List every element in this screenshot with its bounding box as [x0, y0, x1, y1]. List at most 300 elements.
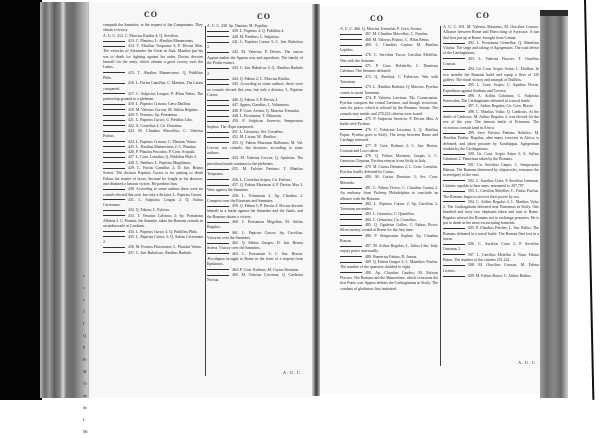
chronology-entry: [103, 235, 203, 246]
entry-text: Q. Fabius 5; P. Decius 4. Decius devotes himself in a battle against the Samnites and the Gauls, and the Romans obtain a victory.: [207, 204, 303, 219]
chronology-entry: [207, 40, 303, 51]
ditto-rule: [207, 243, 229, 244]
entry-text: L. Æmilius Barbula; Q. Marcius. Pyrrhus comes to assist Tarentum.: [340, 85, 438, 95]
entry-text: C. Atilius Regulus 2; L. Manlius Vulso 2. The Carthaginians defeated near Panormus in Sicily. One hundred and forty two elephants taken and sent to Rome. Regulus advises the Romans not to exchange prisoners. He is put to death in the most excruciating torments.: [443, 199, 539, 225]
entry-text: L. Corn. Scipio; C. Aquilius Florus. Expedition against Sardinia and Corsica.: [443, 83, 539, 93]
entry-year: 484.: [365, 217, 373, 222]
entry-year: 428.: [128, 160, 136, 165]
entry-year: 483.: [365, 212, 373, 217]
entry-text: M. Valerius Potitus; C. Ælius Pætus.: [372, 37, 430, 42]
entry-text: Appius Claudius; L. Volumnius.: [239, 103, 290, 108]
entry-year: 453.: [232, 140, 241, 145]
ditto-rule: [207, 110, 229, 111]
entry-year: 415.: [128, 70, 138, 75]
ditto-rule: [207, 100, 229, 101]
ditto-rule: [103, 247, 125, 248]
ditto-rule: [443, 254, 465, 255]
entry-year: 458.: [232, 193, 242, 198]
entry-text: P. Corn. Rufinus 2; C. Jun. Brutus. Crotona and Locri taken.: [340, 143, 438, 153]
entry-text: L. Papirius Cursor 2; Sp. Carvilius 2. Tarentum surrenders.: [340, 201, 438, 212]
entry-text: P. Claudius Pulcher; L. Jun. Pullus. The Romans defeated in a naval battle. The Roman fleet lost in a storm.: [443, 226, 539, 241]
entry-year: 506.: [468, 242, 479, 247]
chronology-entry: [207, 119, 303, 130]
chronology-entry: [443, 94, 539, 105]
dark-background-left: [0, 0, 42, 400]
entry-text: L. Papirius Cursor; Sp. Carvilius. Victories over the Samnites.: [207, 230, 303, 240]
chronology-entry: [207, 252, 303, 268]
entry-text: C. Claudius Canina; M. Æmilius Lepidus.: [340, 42, 438, 53]
chronology-entry: [340, 117, 438, 128]
entry-year: 474.: [365, 95, 374, 100]
entry-year: 424.: [128, 139, 136, 144]
entry-text: C. Pætilius; L. Papirius Mugillanus.: [135, 160, 192, 165]
entry-text: A. Atilius Calatinus; C. Sulpicius Paterculus. The Carthaginians defeated in a naval battle.: [443, 93, 539, 104]
entry-text: Q. Fabius; L. Fulvius.: [135, 208, 170, 213]
ditto-rule: [207, 42, 229, 43]
chronology-entry: [340, 85, 438, 96]
ditto-rule: [443, 201, 465, 202]
chronology-entry: [443, 274, 539, 279]
chronology-entry: [340, 223, 438, 234]
ditto-rule: [103, 231, 125, 232]
ditto-rule: [207, 116, 229, 117]
entry-year: 464.: [232, 267, 240, 272]
entry-year: 495.: [468, 83, 478, 88]
ditto-rule: [340, 235, 362, 236]
entry-text: Q. Fabius 2; C. Marcius Rutilus.: [239, 76, 291, 81]
chronology-entry: [340, 165, 438, 176]
entry-year: 480.: [365, 175, 376, 180]
ditto-rule: [207, 275, 229, 276]
entry-year: 478.: [365, 154, 376, 159]
entry-year: 469.: [365, 42, 376, 47]
chronology-entry: [443, 57, 539, 68]
chronology-entry: [103, 251, 203, 256]
chronology-entry: [443, 131, 539, 152]
margin-letter: Q: [83, 333, 86, 338]
entry-text: T. Veturius Calvinus 2; Sp. Postumius Albinus 2. C. Pontius, the Samnite, takes the Romans consuls in an ambuscade at Caudium.: [103, 213, 203, 229]
entry-text: Q. Fabius Gurges; D. Jun. Brutus Scæva. Victory over the Samnites.: [207, 241, 303, 251]
chronology-entry: [340, 128, 438, 144]
chronology-entry: [340, 271, 438, 292]
ditto-rule: [340, 156, 362, 157]
entry-text: T. Manlius Torquatus 3; P. Decius Mus. The victories of Alexander the Great in Asia. Manlius put his son to death for fighting against his order. Decius devotes himself for the army, which obtains a great victory over the Latins.: [103, 44, 203, 70]
ditto-rule: [103, 168, 125, 169]
entry-year: 446.: [232, 98, 240, 103]
chronology-entry: [103, 92, 203, 103]
entry-text: P. Corn. Rufinus; M. Curius Dentatus.: [239, 267, 300, 272]
ditto-rule: [340, 129, 362, 130]
ditto-rule: [340, 45, 362, 46]
ditto-rule: [443, 43, 465, 44]
entry-year: 426.: [128, 150, 136, 155]
entry-text: L. Cæcilius Metellus; C. Furius Pacilus. The Romans begin to recover their power by sea.: [443, 189, 539, 199]
entry-text: L. Papirius Crassus; C. Plautius Venno.: [135, 139, 197, 144]
entry-text: L. Volumnius 2; Ap. Claudius 2. Conquest over the Etrurians and Samnites.: [207, 193, 303, 203]
entry-year: 490.: [365, 270, 376, 275]
right-page-stack-edge: [540, 10, 568, 398]
entry-text: P. Sulpicius Saverrio; Sempronius Sophus. The Æqui conquered.: [207, 119, 303, 129]
entry-year: 485.: [365, 222, 374, 227]
ditto-rule: [340, 34, 362, 35]
chronology-entry: [443, 83, 539, 94]
chronology-entry: [207, 231, 303, 242]
entry-year: 477.: [365, 143, 375, 148]
entry-text: L. Furius Camillus 2; D. Jun. Brutus Scæva. The dictator Papirius Cursor is for putting to death Fabius his master of horse, because he fought in his absence, and obtained a famous victory. He pardons him.: [103, 166, 203, 186]
ditto-rule: [103, 125, 125, 126]
ditto-rule: [207, 31, 229, 32]
left-page-catchword: A. U. C.: [283, 370, 303, 375]
chronology-entry: [340, 186, 438, 202]
entry-text: M. Fossius Flaccinator; L. Plautius Venno.: [135, 245, 203, 250]
ditto-rule: [340, 166, 362, 167]
entry-text: L. Postumius Gemellus; Q. Mamilius Vitulus. The siege and taking of Agrigentum. The total defeat of the Carthaginians.: [443, 40, 539, 56]
entry-text: Q. Fabius Gurges 3; L. Mamilius Vitulus. The number of the quæstors doubled to eight.: [340, 260, 438, 270]
left-page-header-2: CO: [257, 12, 271, 21]
ditto-rule: [103, 120, 125, 121]
chronology-entry: [103, 214, 203, 230]
entry-text: M. Otacilius Crassus; M. Fabius Licinus.: [443, 263, 539, 273]
entry-year: 504.: [468, 199, 477, 204]
entry-year: 452.: [232, 135, 240, 140]
chronology-entry: [443, 189, 539, 200]
entry-text: According to some authors there were no consuls elected this year, but only a dictator, L. Papirius Cursor.: [103, 187, 203, 197]
margin-letter: s: [83, 297, 85, 302]
chronology-entry: [207, 167, 303, 178]
entry-year: 476.: [365, 127, 375, 132]
ditto-rule: [207, 222, 229, 223]
margin-letter: L: [83, 417, 86, 422]
entry-year: 423.: [128, 128, 139, 133]
entry-text: L. Papirius Cursor; C. Pætilius Libo.: [135, 118, 193, 123]
entry-text: M. Claudius Marcellus; C. Nautius.: [372, 32, 429, 37]
entry-year: 462.: [232, 241, 242, 246]
entry-text: M. Valerius Corvus; M. Atilius Regulus.: [135, 107, 199, 112]
ditto-rule: [207, 79, 229, 80]
chronology-entry: [443, 263, 539, 274]
entry-year: 460.: [232, 219, 242, 224]
entry-text: M. Valerius; P. Decius. The censor Appius makes the Appian way and aqueducts. The family of the Potitii extinct.: [207, 50, 303, 66]
entry-text: P. Plautius Proculus; P. Corn. Scapula.: [135, 150, 196, 155]
entry-year: 471.: [365, 64, 376, 69]
ditto-rule: [103, 41, 125, 42]
chronology-entry: [443, 67, 539, 83]
entry-year: 479.: [365, 164, 373, 169]
entry-text: M. Livius; M. Æmilius.: [239, 135, 277, 140]
ditto-rule: [103, 152, 125, 153]
margin-letter: P: [83, 345, 86, 350]
entry-text: A. Cornelius 2; Cn. Domitius.: [135, 123, 183, 128]
entry-year: 425.: [128, 144, 136, 149]
chronology-entry: [443, 253, 539, 264]
left-page-stack-edge: [40, 2, 88, 398]
ditto-rule: [340, 188, 362, 189]
entry-text: Cn. Corn. Scipio Asina 2; A. Atilius Calatinus 2. Panormus taken by the Romans.: [443, 152, 539, 162]
ditto-rule: [207, 142, 229, 143]
entry-text: Sp. Nautius; M. Popilius.: [228, 24, 269, 28]
column-divider: [440, 26, 441, 366]
chronology-entry: [103, 198, 203, 209]
entry-text: P. Corn. Dolabella; C. Domitius Calvinus. The Senones defeated.: [340, 64, 438, 74]
entry-year: 420.: [128, 113, 136, 118]
entry-text: L. Cæcilius Metellus 2; Num. Fabius Buteo. The number of the citizens 251,222.: [443, 252, 539, 263]
chronology-entry: [443, 152, 539, 163]
ditto-rule: [207, 121, 229, 122]
entry-year: 468.: [365, 37, 373, 42]
ditto-rule: [103, 46, 125, 47]
chronology-entry: [340, 244, 438, 255]
right-page-catchword: A. U. C.: [518, 360, 538, 365]
entry-text: According to some authors, there were no consuls elected this year, but only a dictator, L. Papirius Cursor.: [207, 82, 303, 97]
entry-text: Q. Fabius 3; P. Decius 2.: [239, 98, 279, 103]
entry-year: 497.: [468, 104, 476, 109]
margin-letter: do: [83, 405, 87, 410]
ditto-rule: [340, 214, 362, 215]
chronology-entry: [340, 175, 438, 186]
chronology-entry: [207, 141, 303, 157]
ditto-rule: [103, 131, 125, 132]
chronology-entry: [443, 179, 539, 190]
entry-text: C. Plautius; L. Æmilius Mamercinus.: [135, 38, 194, 43]
entry-year: 418.: [128, 102, 136, 107]
entry-year: 436.: [128, 245, 136, 250]
ditto-rule: [340, 225, 362, 226]
entry-year: 505.: [468, 226, 476, 231]
entry-text: M. Curius Dentatus 3; Ser. Corn. Merenda.: [340, 175, 438, 185]
ditto-rule: [443, 265, 465, 266]
entry-year: 449.: [232, 114, 240, 119]
ditto-rule: [103, 210, 125, 211]
entry-year: 451.: [232, 129, 240, 134]
ditto-rule: [340, 55, 362, 56]
entry-year: 482.: [365, 201, 374, 206]
right-page-column-3: [340, 27, 438, 377]
entry-year: 486.: [365, 233, 375, 238]
entry-text: L. Papirius Cursor 5; C. Jun. Bubulcus 2.: [207, 39, 303, 50]
ditto-rule: [207, 232, 229, 233]
chronology-entry: [103, 129, 203, 140]
chronology-entry: [207, 66, 303, 77]
chronology-entry: [443, 200, 539, 226]
ditto-rule: [443, 154, 465, 155]
chronology-entry: [207, 220, 303, 231]
entry-text: Cn. Servilius Cæpio; C. Sempronius Blæsus. The Romans distressed by shipwrecks, renounce the sovereignty of the seas.: [443, 162, 539, 178]
ditto-rule: [443, 69, 465, 70]
entry-year: 448.: [232, 108, 240, 113]
entry-text: L. Cornelius Scipio; Cn. Fulvius.: [239, 177, 292, 182]
entry-year: 475.: [365, 117, 374, 122]
ditto-rule: [443, 85, 465, 86]
entry-text: M. Claudius Marcellus; C. Valerius Potitus.: [103, 128, 203, 139]
chronology-entry: [443, 41, 539, 57]
entry-year: 414.: [128, 44, 137, 49]
entry-year: 473.: [365, 85, 373, 90]
entry-year: 419.: [128, 107, 136, 112]
entry-year: A. U. C. 438.: [207, 24, 229, 28]
entry-text: Ap. Claudius Caudex; M. Fulvius Flaccus. The Romans aid the Mamertines, which occasions the first Punic war. Appius defeats the Carthaginians in Sicily. The combats of gladiators first instituted.: [340, 270, 438, 291]
column-divider: [205, 26, 206, 376]
chronology-entry: [443, 110, 539, 131]
entry-year: 413.: [128, 38, 136, 43]
entry-text: M. Atilius Regulus; L. Julius Libo. Italy enjoys peace universally.: [340, 244, 438, 254]
chronology-entry: [443, 226, 539, 242]
entry-text: C. Sulpicius Longus; P. Ælius Pætus. The prætorship granted to a plebeian.: [103, 91, 203, 102]
right-page-header-1: CO: [370, 14, 384, 23]
ditto-rule: [207, 206, 229, 207]
left-page-header-1: CO: [144, 10, 158, 19]
entry-year: 435.: [128, 234, 136, 239]
entry-year: 461.: [232, 230, 243, 235]
entry-text: L. Valerius Flaccus; T. Otacilius Crassus.: [443, 56, 539, 67]
entry-year: 445.: [232, 82, 241, 87]
ditto-rule: [103, 93, 125, 94]
margin-letter: Vi: [83, 381, 87, 386]
margin-letter: Fr: [83, 357, 87, 362]
ditto-rule: [340, 66, 362, 67]
entry-year: 467.: [365, 32, 373, 37]
entry-year: 416.: [128, 81, 136, 86]
entry-year: 440.: [232, 34, 240, 39]
chronology-entry: [340, 202, 438, 213]
entry-year: 500.: [468, 152, 477, 157]
entry-text: Q. Marcius Tremulus; P. Corn. Arvina.: [361, 27, 423, 31]
ditto-rule: [103, 215, 125, 216]
chronology-entry: [340, 53, 438, 64]
margin-letter: Mi: [83, 429, 88, 434]
chronology-entry: [207, 273, 303, 284]
ditto-rule: [443, 106, 465, 107]
entry-year: 470.: [365, 53, 374, 58]
ditto-rule: [103, 83, 125, 84]
entry-text: L. Papirius 4; Q. Publilius 4.: [239, 29, 285, 34]
entry-text: M. Valerius Corvus; Q. Apuleius. The priesthood made common to the plebeians.: [207, 156, 303, 166]
entry-year: A. U. C. 412.: [103, 33, 125, 38]
entry-text: C. Atilius Regulus; Cn. Corn. Blasio.: [475, 104, 534, 109]
ditto-rule: [340, 119, 362, 120]
entry-year: 417.: [128, 91, 137, 96]
entry-text: L. Corn. Lentulus; Q. Publilius Philo 2.: [135, 155, 198, 160]
entry-text: L. Genucius; C. Quintilius.: [372, 212, 415, 217]
entry-year: 499.: [468, 130, 478, 135]
chronology-entry: [207, 241, 303, 252]
chronology-entry: [207, 194, 303, 205]
ditto-rule: [340, 272, 362, 273]
entry-year: 488.: [365, 254, 373, 259]
chronology-entry: [207, 156, 303, 167]
ditto-rule: [340, 262, 362, 263]
chronology-entry: [340, 96, 438, 117]
ditto-rule: [103, 162, 125, 163]
entry-year: 465.: [232, 272, 242, 277]
ditto-rule: [340, 76, 362, 77]
entry-text: M. Pætilius; C. Sulpicius.: [239, 34, 280, 39]
ditto-rule: [207, 269, 229, 270]
chronology-entry: [103, 187, 203, 198]
entry-text: Serv. Fulvius Pætinus Nobilior; M. Æmilius Paulus. Regulus, after many victories in Africa, is defeated, and taken prisoner by Xanthippus. Agrigentum retaken by the Carthaginians.: [443, 130, 539, 151]
ditto-rule: [443, 191, 465, 192]
entry-text: Q. Æmilius; C. Fabricius. War with Tarentum.: [340, 74, 438, 84]
entry-text: L. Postumius Megellus; M. Atilius Regulus.: [207, 219, 303, 230]
chronology-entry: [340, 260, 438, 271]
chronology-entry: [443, 242, 539, 253]
ditto-rule: [340, 203, 362, 204]
entry-text: L. Postumius; T. Minucius.: [239, 114, 283, 119]
left-page-column-2: [207, 24, 303, 364]
ditto-rule: [443, 58, 465, 59]
entry-text: C. Aurelius Cotta; P. Servilius Geminus. Citizens capable to bear arms, amounted to 297,797.: [443, 178, 539, 188]
entry-text: C. Genucius; Cn. Cornelius.: [372, 217, 417, 222]
chronology-entry: [103, 166, 203, 187]
ditto-rule: [340, 246, 362, 247]
margin-letter: M: [83, 369, 87, 374]
entry-text: C. Aurelius Cotta 2; P. Servilius Geminus 2.: [443, 242, 539, 252]
ditto-rule: [103, 109, 125, 110]
entry-year: 459.: [232, 204, 240, 209]
entry-year: 422.: [128, 123, 136, 128]
left-page-column-1: [103, 23, 203, 395]
ditto-rule: [207, 36, 229, 37]
chronology-entry: [207, 204, 303, 220]
entry-text: Cn. Corn. Scipio Asina; C. Duillius. In two months the Romans build and equip a fleet of 120 galleys. The naval victory and triumph of Duillius.: [443, 67, 539, 82]
entry-text: L. Postumius 3; C. Jun. Brutus. Æsculapius brought to Rome in the form of a serpent from Epidaurus.: [207, 251, 303, 267]
entry-text: C. Jun. Bubulcus 3; Q. Æmilius Barbula 2.: [207, 66, 303, 76]
entry-text: L. Papirius Crassus; Cæso Duillius.: [135, 102, 192, 107]
ditto-rule: [103, 199, 125, 200]
entry-text: P. Corn. Arvina; Q. Marcius Tremulus.: [239, 108, 300, 113]
entry-year: 481.: [365, 185, 374, 190]
entry-text: M. Valerius Corvinus; Q. Cædicius Noctua.: [207, 272, 303, 283]
chronology-entry: [340, 75, 438, 86]
entry-year: 450.: [232, 119, 243, 124]
ditto-rule: [207, 105, 229, 106]
entry-text: Q. Ogulnius Gallus; C. Fabius Pictor. Silver money coined at Rome for the first time.: [340, 222, 438, 233]
ditto-rule: [340, 256, 362, 257]
entry-text: C. Servilius Tucca; Cæcilius Metellus. War with the Senones.: [340, 53, 438, 63]
entry-text: vanquish the Samnites, at the request of the Campanians. They obtain a victory.: [103, 23, 203, 33]
entry-text: C. Marcius Rutilus 4; Q. Servilius.: [124, 33, 179, 38]
entry-year: 501.: [468, 162, 478, 167]
entry-year: 455.: [232, 167, 243, 172]
chronology-entry: [103, 81, 203, 92]
chronology-entry: [207, 183, 303, 194]
margin-letter: J: [83, 309, 85, 314]
entry-year: 472.: [365, 74, 375, 79]
chronology-entry: [207, 50, 303, 66]
ditto-rule: [207, 84, 229, 85]
entry-year: 502.: [468, 178, 476, 183]
ditto-rule: [103, 157, 125, 158]
chronology-entry: [340, 144, 438, 155]
ditto-rule: [340, 145, 362, 146]
ditto-rule: [103, 104, 125, 105]
entry-text: P. Sulpicius Saverrio; P. Decius Mus. A battle with Pyrrhus.: [340, 117, 438, 127]
ditto-rule: [340, 219, 362, 220]
entry-text: Q. Fabius Maximus 4; P. Decius Mus 3. Wars against the Samnites.: [207, 182, 303, 193]
entry-year: 463.: [232, 251, 243, 256]
chronology-entry: [207, 82, 303, 98]
entry-year: 430.: [128, 187, 137, 192]
entry-text: L. Papirius Cursor 3; Q. Aulius Cerretanus 2.: [103, 234, 203, 245]
chronology-entry: [103, 71, 203, 82]
ditto-rule: [103, 252, 125, 253]
chronology-entry: [443, 163, 539, 179]
entry-year: 487.: [365, 244, 374, 249]
margin-letter: I: [83, 321, 85, 326]
entry-year: 439.: [232, 29, 240, 34]
book-gutter: [312, 4, 320, 396]
entry-year: 437.: [128, 250, 136, 255]
ditto-rule: [340, 177, 362, 178]
